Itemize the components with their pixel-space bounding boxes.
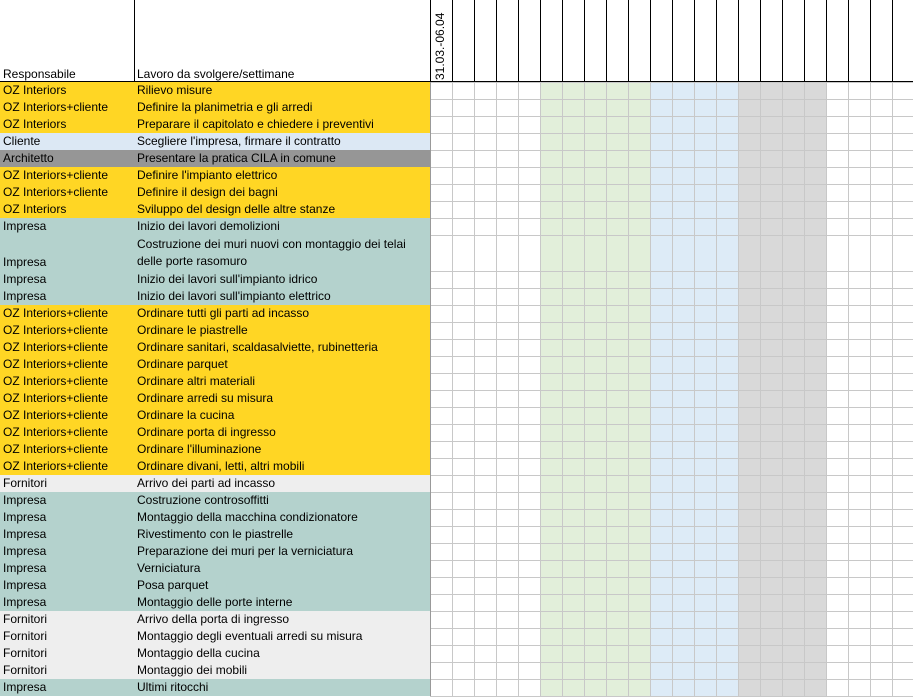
task-cell[interactable]	[134, 339, 430, 356]
task-cell[interactable]	[134, 356, 430, 373]
task-text: Presentare la pratica CILA in comune	[137, 151, 336, 165]
task-text: Inizio dei lavori demolizioni	[137, 219, 280, 233]
grid-col-line	[892, 82, 893, 696]
responsabile-cell[interactable]	[0, 133, 134, 150]
responsabile-text: Fornitori	[3, 663, 48, 677]
header-responsabile-label: Responsabile	[3, 67, 76, 81]
task-cell[interactable]	[134, 235, 430, 271]
task-cell[interactable]	[134, 492, 430, 509]
header-divider	[892, 0, 893, 82]
responsabile-text: OZ Interiors+cliente	[3, 442, 109, 456]
task-text: Verniciatura	[137, 561, 201, 575]
responsabile-cell[interactable]	[0, 441, 134, 458]
grid-col-line	[672, 82, 673, 696]
header-divider	[848, 0, 849, 82]
header-bottom-line	[0, 81, 913, 82]
task-text: Ordinare l'illuminazione	[137, 442, 262, 456]
week-band-green	[628, 82, 650, 696]
responsabile-text: Impresa	[3, 578, 47, 592]
responsabile-text: Fornitori	[3, 612, 48, 626]
responsabile-cell[interactable]	[0, 271, 134, 288]
task-text: Scegliere l'impresa, firmare il contratto	[137, 134, 341, 148]
responsabile-cell[interactable]	[0, 201, 134, 218]
responsabile-text: Architetto	[3, 151, 54, 165]
grid-col-line	[716, 82, 717, 696]
responsabile-text: Impresa	[3, 272, 47, 286]
responsabile-text: OZ Interiors+cliente	[3, 425, 109, 439]
grid-col-line	[848, 82, 849, 696]
task-cell[interactable]	[134, 167, 430, 184]
task-cell[interactable]	[134, 288, 430, 305]
responsabile-cell[interactable]	[0, 509, 134, 526]
responsabile-cell[interactable]	[0, 99, 134, 116]
task-cell[interactable]	[134, 305, 430, 322]
header-lavoro-label: Lavoro da svolgere/settimane	[137, 67, 295, 81]
task-text: Ordinare porta di ingresso	[137, 425, 276, 439]
task-cell[interactable]	[134, 662, 430, 679]
week-band-gray	[760, 82, 782, 696]
grid-col-line	[474, 82, 475, 696]
responsabile-cell[interactable]	[0, 492, 134, 509]
week-band-blue	[650, 82, 672, 696]
responsabile-text: Impresa	[3, 561, 47, 575]
task-text: Inizio dei lavori sull'impianto elettrico	[137, 289, 331, 303]
task-text: Sviluppo del design delle altre stanze	[137, 202, 336, 216]
responsabile-text: Cliente	[3, 134, 41, 148]
task-cell[interactable]	[134, 543, 430, 560]
header-divider	[738, 0, 739, 82]
task-text: Montaggio delle porte interne	[137, 595, 293, 609]
task-text: Ordinare parquet	[137, 357, 228, 371]
grid-col-line	[452, 82, 453, 696]
header-responsabile[interactable]	[0, 0, 134, 82]
task-cell[interactable]	[134, 407, 430, 424]
responsabile-text: Fornitori	[3, 476, 48, 490]
responsabile-cell[interactable]	[0, 577, 134, 594]
task-cell[interactable]	[134, 271, 430, 288]
task-text: Costruzione dei muri nuovi con montaggio dei telai delle porte rasomuro	[137, 237, 406, 268]
task-text: Ordinare sanitari, scaldasalviette, rubinetteria	[137, 340, 378, 354]
header-divider	[782, 0, 783, 82]
header-divider	[606, 0, 607, 82]
task-text: Inizio dei lavori sull'impianto idrico	[137, 272, 318, 286]
responsabile-cell[interactable]	[0, 339, 134, 356]
responsabile-cell[interactable]	[0, 560, 134, 577]
responsabile-text: Impresa	[3, 680, 47, 694]
header-divider	[518, 0, 519, 82]
task-text: Preparare il capitolato e chiedere i preventivi	[137, 117, 374, 131]
task-text: Definire il design dei bagni	[137, 185, 278, 199]
task-text: Montaggio degli eventuali arredi su misura	[137, 629, 363, 643]
header-divider	[672, 0, 673, 82]
week-band-green	[584, 82, 606, 696]
grid-col-line	[562, 82, 563, 696]
task-cell[interactable]	[134, 184, 430, 201]
grid-col-line	[826, 82, 827, 696]
task-text: Costruzione controsoffitti	[137, 493, 269, 507]
grid-col-line	[584, 82, 585, 696]
task-text: Ordinare divani, letti, altri mobili	[137, 459, 305, 473]
grid-col-line	[628, 82, 629, 696]
responsabile-cell[interactable]	[0, 662, 134, 679]
task-cell[interactable]	[134, 150, 430, 167]
week-band-blue	[672, 82, 694, 696]
week-band-gray	[782, 82, 804, 696]
responsabile-text: OZ Interiors+cliente	[3, 408, 109, 422]
responsabile-cell[interactable]	[0, 288, 134, 305]
header-divider	[716, 0, 717, 82]
header-divider	[496, 0, 497, 82]
responsabile-cell[interactable]	[0, 543, 134, 560]
responsabile-cell[interactable]	[0, 235, 134, 271]
responsabile-text: Impresa	[3, 510, 47, 524]
grid-col-line	[540, 82, 541, 696]
task-cell[interactable]	[134, 509, 430, 526]
responsabile-text: OZ Interiors+cliente	[3, 185, 109, 199]
task-text: Rivestimento con le piastrelle	[137, 527, 294, 541]
grid-col-line	[738, 82, 739, 696]
grid-col-line	[760, 82, 761, 696]
header-divider	[584, 0, 585, 82]
task-text: Definire la planimetria e gli arredi	[137, 100, 313, 114]
header-divider	[562, 0, 563, 82]
task-cell[interactable]	[134, 560, 430, 577]
task-text: Posa parquet	[137, 578, 209, 592]
task-cell[interactable]	[134, 577, 430, 594]
responsabile-text: OZ Interiors+cliente	[3, 340, 109, 354]
responsabile-text: OZ Interiors+cliente	[3, 391, 109, 405]
task-cell[interactable]	[134, 201, 430, 218]
responsabile-cell[interactable]	[0, 373, 134, 390]
responsabile-text: Impresa	[3, 544, 47, 558]
task-text: Rilievo misure	[137, 83, 213, 97]
task-text: Ultimi ritocchi	[137, 680, 209, 694]
responsabile-text: Impresa	[3, 219, 47, 233]
responsabile-cell[interactable]	[0, 628, 134, 645]
responsabile-cell[interactable]	[0, 611, 134, 628]
grid-col-line	[496, 82, 497, 696]
task-text: Ordinare le piastrelle	[137, 323, 248, 337]
responsabile-text: OZ Interiors+cliente	[3, 357, 109, 371]
grid-col-line	[518, 82, 519, 696]
grid-col-line	[694, 82, 695, 696]
header-divider	[870, 0, 871, 82]
responsabile-text: OZ Interiors	[3, 202, 67, 216]
week-band-blue	[694, 82, 716, 696]
task-cell[interactable]	[134, 424, 430, 441]
responsabile-text: Impresa	[3, 289, 47, 303]
responsabile-text: OZ Interiors+cliente	[3, 459, 109, 473]
responsabile-cell[interactable]	[0, 218, 134, 235]
responsabile-cell[interactable]	[0, 82, 134, 99]
task-text: Arrivo dei parti ad incasso	[137, 476, 276, 490]
responsabile-text: OZ Interiors+cliente	[3, 306, 109, 320]
responsabile-text: OZ Interiors+cliente	[3, 374, 109, 388]
responsabile-cell[interactable]	[0, 356, 134, 373]
grid-col-line	[804, 82, 805, 696]
week-band-blue	[716, 82, 738, 696]
responsabile-text: Impresa	[3, 493, 47, 507]
responsabile-cell[interactable]	[0, 424, 134, 441]
task-cell[interactable]	[134, 116, 430, 133]
task-text: Montaggio dei mobili	[137, 663, 248, 677]
responsabile-text: Impresa	[3, 595, 47, 609]
task-cell[interactable]	[134, 594, 430, 611]
responsabile-text: Impresa	[3, 255, 47, 269]
task-text: Arrivo della porta di ingresso	[137, 612, 290, 626]
responsabile-cell[interactable]	[0, 305, 134, 322]
responsabile-text: Impresa	[3, 527, 47, 541]
week-band-gray	[804, 82, 826, 696]
week-band-green	[606, 82, 628, 696]
responsabile-cell[interactable]	[0, 150, 134, 167]
task-cell[interactable]	[134, 475, 430, 492]
responsabile-cell[interactable]	[0, 407, 134, 424]
task-cell[interactable]	[134, 322, 430, 339]
task-cell[interactable]	[134, 218, 430, 235]
responsabile-text: OZ Interiors+cliente	[3, 100, 109, 114]
task-cell[interactable]	[134, 526, 430, 543]
responsabile-text: OZ Interiors	[3, 83, 67, 97]
task-text: Preparazione dei muri per la verniciatura	[137, 544, 354, 558]
header-divider	[694, 0, 695, 82]
responsabile-cell[interactable]	[0, 475, 134, 492]
responsabile-cell[interactable]	[0, 526, 134, 543]
header-divider	[628, 0, 629, 82]
header-week-1[interactable]	[430, 0, 452, 82]
task-cell[interactable]	[134, 99, 430, 116]
task-cell[interactable]	[134, 133, 430, 150]
task-text: Ordinare altri materiali	[137, 374, 256, 388]
header-divider	[804, 0, 805, 82]
task-text: Ordinare la cucina	[137, 408, 235, 422]
task-text: Ordinare arredi su misura	[137, 391, 274, 405]
header-week-1-label: 31.03.-06.04	[433, 12, 447, 80]
header-lavoro[interactable]	[134, 0, 430, 82]
task-cell[interactable]	[134, 611, 430, 628]
header-divider	[540, 0, 541, 82]
header-divider	[430, 0, 431, 82]
responsabile-cell[interactable]	[0, 594, 134, 611]
responsabile-cell[interactable]	[0, 679, 134, 696]
responsabile-text: OZ Interiors	[3, 117, 67, 131]
task-text: Ordinare tutti gli parti ad incasso	[137, 306, 310, 320]
task-cell[interactable]	[134, 679, 430, 696]
task-text: Definire l'impianto elettrico	[137, 168, 278, 182]
week-band-green	[562, 82, 584, 696]
responsabile-cell[interactable]	[0, 184, 134, 201]
responsabile-cell[interactable]	[0, 390, 134, 407]
responsabile-cell[interactable]	[0, 645, 134, 662]
week-band-green	[540, 82, 562, 696]
responsabile-text: Fornitori	[3, 646, 48, 660]
responsabile-cell[interactable]	[0, 458, 134, 475]
responsabile-cell[interactable]	[0, 116, 134, 133]
header-divider	[134, 0, 135, 82]
task-text: Montaggio della macchina condizionatore	[137, 510, 358, 524]
task-cell[interactable]	[134, 441, 430, 458]
header-divider	[826, 0, 827, 82]
task-cell[interactable]	[134, 645, 430, 662]
grid-col-line	[650, 82, 651, 696]
task-cell[interactable]	[134, 628, 430, 645]
task-cell[interactable]	[134, 373, 430, 390]
grid-col-line	[782, 82, 783, 696]
responsabile-text: Fornitori	[3, 629, 48, 643]
grid-col-line	[870, 82, 871, 696]
task-text: Montaggio della cucina	[137, 646, 260, 660]
header-divider	[452, 0, 453, 82]
responsabile-cell[interactable]	[0, 322, 134, 339]
header-divider	[650, 0, 651, 82]
responsabile-text: OZ Interiors+cliente	[3, 168, 109, 182]
grid-col-line	[606, 82, 607, 696]
task-cell[interactable]	[134, 458, 430, 475]
label-area-divider	[430, 82, 431, 696]
responsabile-cell[interactable]	[0, 167, 134, 184]
task-cell[interactable]	[134, 82, 430, 99]
week-band-gray	[738, 82, 760, 696]
header-divider	[474, 0, 475, 82]
header-divider	[760, 0, 761, 82]
task-cell[interactable]	[134, 390, 430, 407]
responsabile-text: OZ Interiors+cliente	[3, 323, 109, 337]
